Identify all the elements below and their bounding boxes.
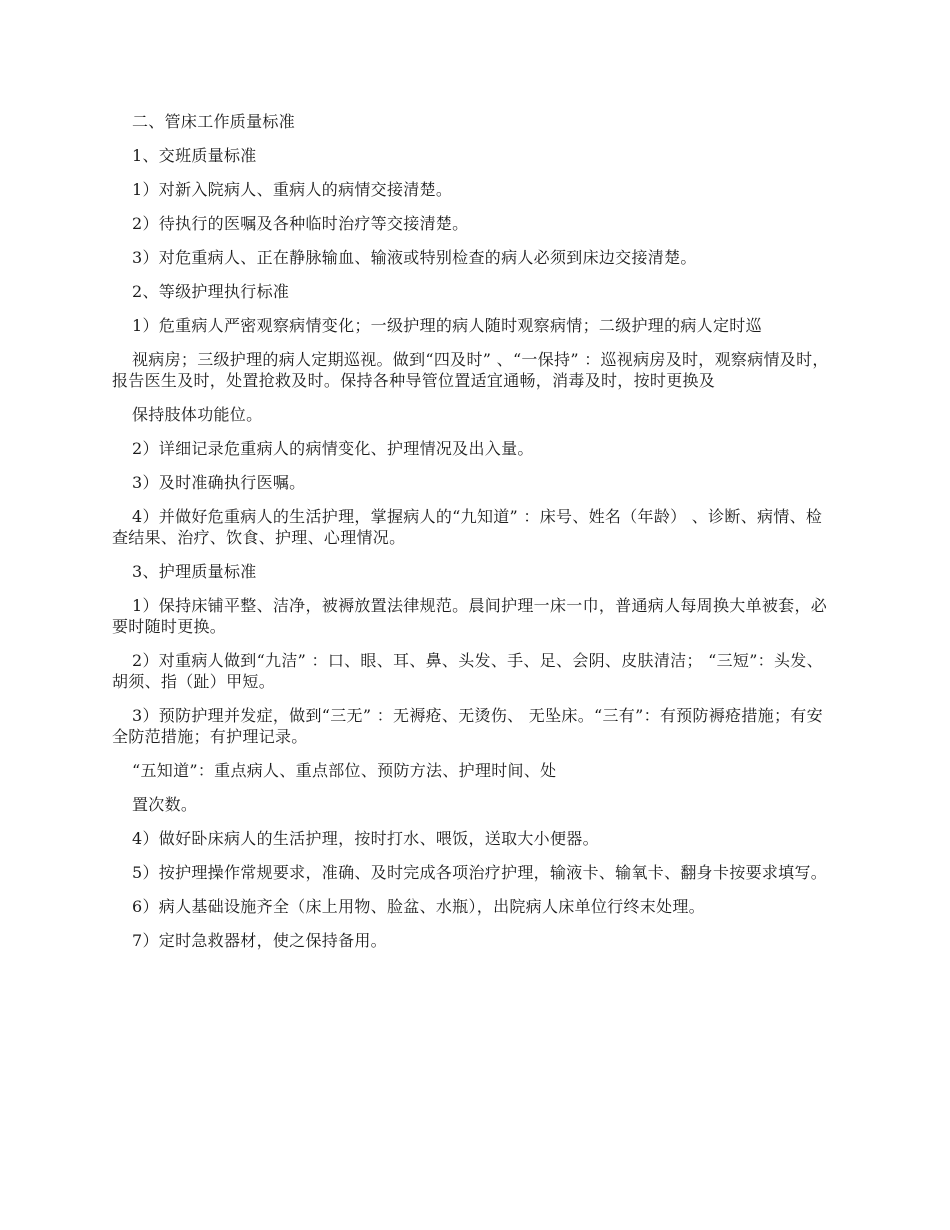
list-item: 3）预防护理并发症，做到“三无” ：无褥疮、无烫伤、 无坠床。“三有”：有预防褥疮措施；有安全防范措施；有护理记录。	[112, 706, 823, 746]
list-item: 1）保持床铺平整、洁净，被褥放置法律规范。晨间护理一床一巾，普通病人每周换大单被套，必要时随时更换。	[112, 596, 828, 636]
subsection-heading: 3、护理质量标准	[132, 562, 257, 581]
list-item: 5）按护理操作常规要求，准确、及时完成各项治疗护理，输液卡、输氧卡、翻身卡按要求填写。	[132, 863, 828, 882]
list-item: 4）并做好危重病人的生活护理，掌握病人的“九知道” ：床号、姓名（年龄） 、诊断、病情、检查结果、治疗、饮食、护理、心理情况。	[112, 507, 823, 547]
list-item: 3）对危重病人、正在静脉输血、输液或特别检查的病人必须到床边交接清楚。	[132, 248, 697, 267]
list-item: 3）及时准确执行医嘱。	[132, 473, 306, 492]
section-heading: 二、管床工作质量标准	[132, 112, 296, 131]
list-item: 2）详细记录危重病人的病情变化、护理情况及出入量。	[132, 439, 534, 458]
list-item: 2）对重病人做到“九洁” ：口、眼、耳、鼻、头发、手、足、会阴、皮肤清洁； “三短”：头发、胡须、指（趾）甲短。	[112, 651, 823, 691]
paragraph: 视病房；三级护理的病人定期巡视。做到“四及时” 、“一保持” ：巡视病房及时，观察病情及时，报告医生及时，处置抢救及时。保持各种导管位置适宜通畅，消毒及时，按时更换及	[112, 350, 829, 390]
list-item: 4）做好卧床病人的生活护理，按时打水、喂饭，送取大小便器。	[132, 829, 599, 848]
subsection-heading: 2、等级护理执行标准	[132, 282, 290, 301]
list-item: 6）病人基础设施齐全（床上用物、脸盆、水瓶），出院病人床单位行终末处理。	[132, 897, 705, 916]
list-item: 1）危重病人严密观察病情变化；一级护理的病人随时观察病情；二级护理的病人定时巡	[132, 316, 762, 335]
list-item: 1）对新入院病人、重病人的病情交接清楚。	[132, 180, 453, 199]
list-item: 2）待执行的医嘱及各种临时治疗等交接清楚。	[132, 214, 469, 233]
subsection-heading: 1、交班质量标准	[132, 146, 257, 165]
paragraph: 置次数。	[132, 795, 198, 814]
list-item: 7）定时急救器材，使之保持备用。	[132, 931, 387, 950]
document-body	[112, 111, 838, 964]
paragraph: “五知道”：重点病人、重点部位、预防方法、护理时间、处	[132, 761, 557, 780]
paragraph: 保持肢体功能位。	[132, 405, 263, 424]
